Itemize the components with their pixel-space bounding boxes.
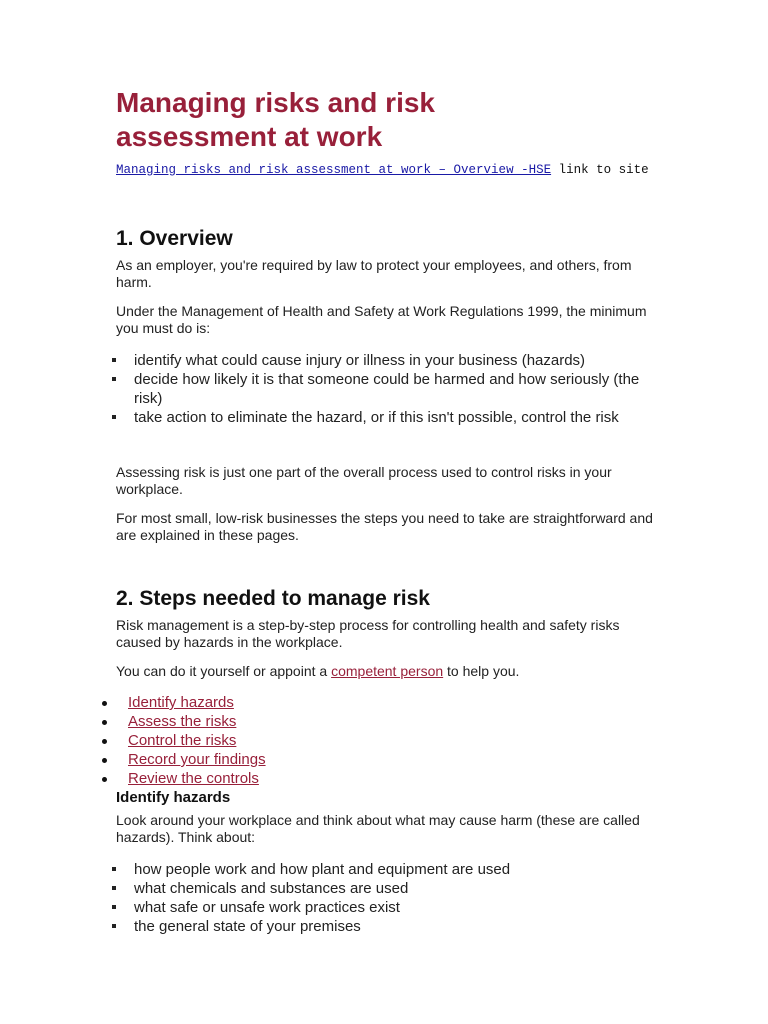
- list-item: identify what could cause injury or illness in your business (hazards): [116, 351, 656, 370]
- link-suffix: link to site: [551, 163, 649, 177]
- overview-paragraph-2: Under the Management of Health and Safety at Work Regulations 1999, the minimum you must do is:: [116, 303, 647, 336]
- list-item: take action to eliminate the hazard, or if this isn't possible, control the risk: [116, 408, 656, 427]
- source-link-line: [116, 162, 656, 179]
- control-risks-link[interactable]: Control the risks: [128, 732, 237, 749]
- list-item: decide how likely it is that someone could be harmed and how seriously (the risk): [116, 370, 656, 408]
- steps-link-list: [102, 693, 402, 788]
- list-item: [102, 731, 402, 750]
- overview-list: [116, 351, 656, 427]
- identify-hazards-heading: Identify hazards: [116, 789, 231, 806]
- list-item: what safe or unsafe work practices exist: [116, 898, 656, 917]
- list-item: the general state of your premises: [116, 917, 656, 936]
- overview-heading: 1. Overview: [116, 227, 233, 250]
- list-item: how people work and how plant and equipment are used: [116, 860, 656, 879]
- identify-hazards-link[interactable]: Identify hazards: [128, 694, 234, 711]
- assess-risks-link[interactable]: Assess the risks: [128, 713, 237, 730]
- list-item: [102, 769, 402, 788]
- overview-paragraph-4: For most small, low-risk businesses the steps you need to take are straightforward and are explained in these pages.: [116, 510, 653, 543]
- identify-list: [116, 860, 656, 936]
- competent-person-link[interactable]: competent person: [331, 663, 444, 679]
- review-controls-link[interactable]: Review the controls: [128, 770, 259, 787]
- list-item: what chemicals and substances are used: [116, 879, 656, 898]
- steps-heading: 2. Steps needed to manage risk: [116, 587, 430, 610]
- steps-paragraph-2: You can do it yourself or appoint a competent person to help you.: [116, 663, 520, 679]
- list-item: [102, 712, 402, 731]
- identify-paragraph: Look around your workplace and think about what may cause harm (these are called hazards). Think about:: [116, 812, 640, 845]
- page-title: Managing risks and risk assessment at work: [116, 87, 435, 152]
- list-item: [102, 693, 402, 712]
- hse-overview-link[interactable]: Managing risks and risk assessment at work – Overview -HSE: [116, 163, 552, 177]
- overview-paragraph-1: As an employer, you're required by law to protect your employees, and others, from harm.: [116, 257, 632, 290]
- record-findings-link[interactable]: Record your findings: [128, 751, 266, 768]
- steps-paragraph-1: Risk management is a step-by-step process for controlling health and safety risks caused by hazards in the workplace.: [116, 617, 620, 650]
- list-item: [102, 750, 402, 769]
- overview-paragraph-3: Assessing risk is just one part of the overall process used to control risks in your workplace.: [116, 464, 612, 497]
